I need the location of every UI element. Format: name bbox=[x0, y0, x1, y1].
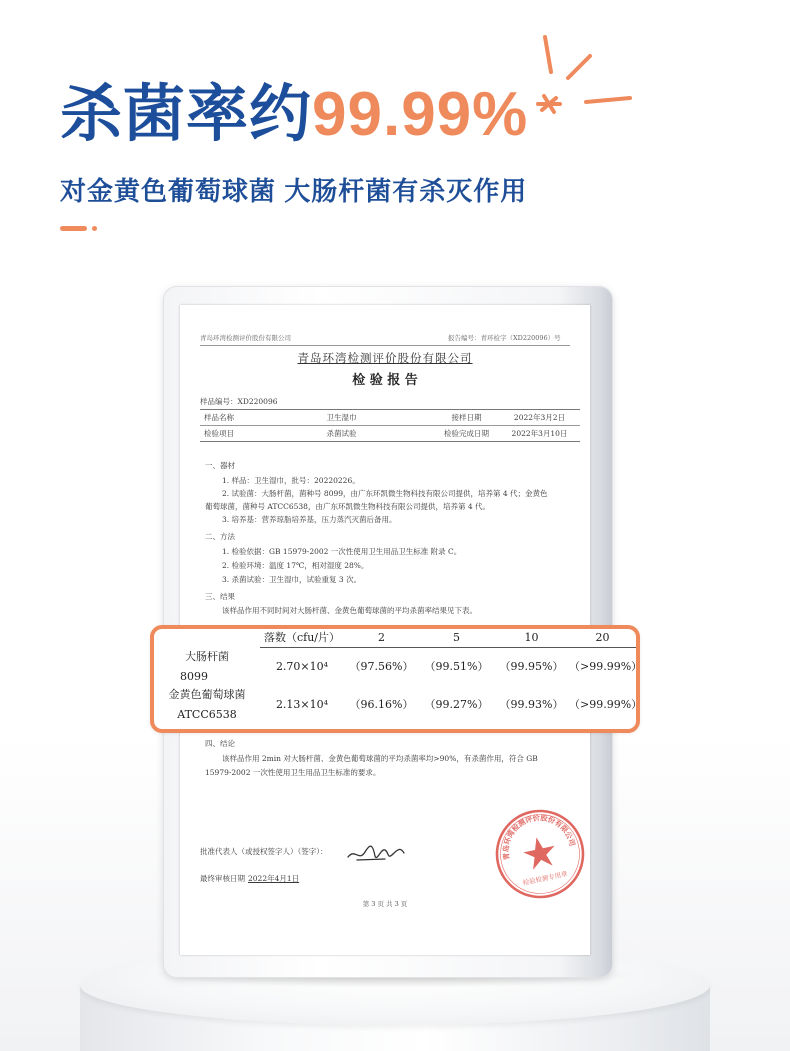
kill-rate: （96.16%） bbox=[349, 698, 414, 711]
info-label: 检验完成日期 bbox=[444, 429, 489, 438]
seal-ring-text: 青岛环湾检测评价股份有限公司 bbox=[501, 813, 578, 861]
section-line: 1. 检验依据：GB 15979-2002 一次性使用卫生用品卫生标准 附录 C。 bbox=[222, 547, 462, 556]
section-line: 2. 试验菌：大肠杆菌，菌种号 8099，由广东环凯微生物科技有限公司提供，培养第 4 代；金黄色 bbox=[222, 489, 548, 498]
report-company: 青岛环湾检测评价股份有限公司 bbox=[297, 351, 473, 365]
section-heading: 四、结论 bbox=[205, 739, 235, 748]
strain-code: ATCC6538 bbox=[177, 708, 237, 721]
section-line: 2. 检验环境：温度 17℃，相对湿度 28%。 bbox=[222, 561, 369, 570]
section-heading: 三、结果 bbox=[205, 592, 235, 601]
results-header: 5 bbox=[453, 631, 460, 644]
section-line: 葡萄球菌，菌种号 ATCC6538，由广东环凯微生物科技有限公司提供，培养第 4 代。 bbox=[205, 502, 490, 511]
bacteria-count: 2.13×10⁴ bbox=[275, 698, 329, 711]
results-header: 落数（cfu/片） bbox=[263, 631, 341, 644]
bacteria-count: 2.70×10⁴ bbox=[275, 660, 329, 673]
signature-label: 批准代表人（或授权签字人）（签字）： bbox=[200, 847, 328, 856]
info-label: 接样日期 bbox=[451, 413, 482, 422]
signature-icon bbox=[345, 840, 407, 866]
info-table bbox=[200, 409, 580, 442]
accent-dot bbox=[92, 226, 97, 231]
kill-rate: （99.27%） bbox=[424, 698, 489, 711]
kill-rate: （97.56%） bbox=[349, 660, 414, 673]
kill-rate: （99.93%） bbox=[499, 698, 564, 711]
results-highlight bbox=[150, 625, 643, 733]
section-line: 3. 杀菌试验：卫生湿巾，试验重复 3 次。 bbox=[222, 575, 362, 584]
info-label: 样品名称 bbox=[204, 413, 234, 422]
sparkle-icon bbox=[530, 28, 640, 138]
section-heading: 一、器材 bbox=[205, 461, 235, 470]
section-line: 该样品作用不同时间对大肠杆菌、金黄色葡萄球菌的平均杀菌率结果见下表。 bbox=[222, 606, 477, 615]
kill-rate: （>99.99%） bbox=[569, 698, 643, 711]
report-number: 报告编号：青环检字（XD220096）号 bbox=[448, 334, 561, 342]
report-title: 检 验 报 告 bbox=[352, 373, 418, 388]
issuer-small: 青岛环湾检测评价股份有限公司 bbox=[200, 334, 291, 342]
section-line: 3. 培养基：营养琼脂培养基，压力蒸汽灭菌后备用。 bbox=[222, 515, 397, 524]
organism-name: 金黄色葡萄球菌 bbox=[168, 688, 246, 701]
info-value: 2022年3月10日 bbox=[511, 429, 568, 438]
official-seal-icon bbox=[484, 798, 590, 909]
accent-dash bbox=[60, 226, 87, 231]
kill-rate: （99.95%） bbox=[499, 660, 564, 673]
info-row bbox=[200, 425, 580, 441]
strain-code: 8099 bbox=[180, 670, 208, 683]
info-label: 检验项目 bbox=[204, 429, 234, 438]
page-footer: 第 3 页 共 3 页 bbox=[362, 900, 408, 908]
section-line: 15979-2002 一次性使用卫生用品卫生标准的要求。 bbox=[205, 768, 381, 777]
section-heading: 二、方法 bbox=[205, 532, 235, 541]
sample-number: 样品编号：XD220096 bbox=[200, 397, 278, 406]
kill-rate: （>99.99%） bbox=[569, 660, 643, 673]
info-value: 杀菌试验 bbox=[326, 429, 357, 438]
section-line: 1. 样品：卫生湿巾，批号：20220226。 bbox=[222, 476, 360, 485]
info-row bbox=[200, 410, 580, 425]
subtitle: 对金黄色葡萄球菌 大肠杆菌有杀灭作用 bbox=[60, 176, 528, 206]
results-header: 20 bbox=[595, 631, 610, 644]
info-value: 2022年3月2日 bbox=[513, 413, 566, 422]
header-rule bbox=[200, 345, 570, 346]
seal-center-text: 检验检测专用章 bbox=[522, 869, 569, 888]
info-value: 卫生湿巾 bbox=[326, 413, 357, 422]
headline bbox=[60, 80, 528, 150]
section-line: 该样品作用 2min 对大肠杆菌、金黄色葡萄球菌的平均杀菌率均>90%，有杀菌作用，符合 GB bbox=[222, 754, 538, 763]
headline-rate: 99.99% bbox=[312, 80, 529, 149]
headline-prefix: 杀菌率约 bbox=[60, 80, 313, 149]
results-header: 10 bbox=[524, 631, 539, 644]
results-table bbox=[154, 629, 643, 729]
organism-name: 大肠杆菌 bbox=[185, 650, 229, 663]
kill-rate: （99.51%） bbox=[424, 660, 489, 673]
review-date: 2022年4月1日 bbox=[248, 874, 300, 883]
results-header: 2 bbox=[378, 631, 385, 644]
review-label: 最终审核日期 bbox=[200, 874, 245, 883]
